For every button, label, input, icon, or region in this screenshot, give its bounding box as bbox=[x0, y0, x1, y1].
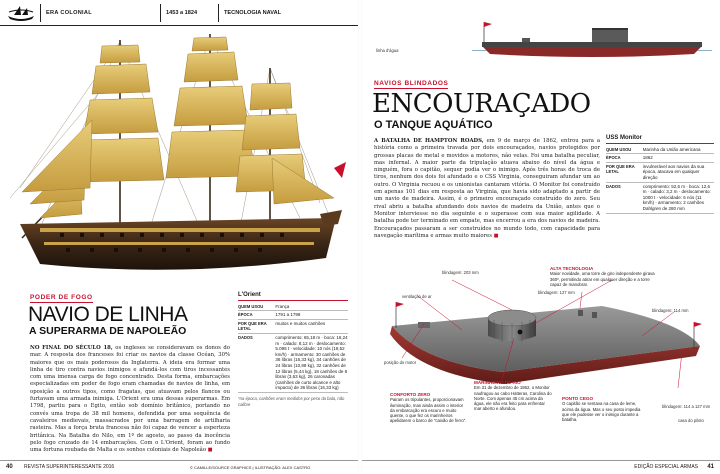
armor-114-127-label: blindagem: 114 a 127 mm bbox=[662, 404, 711, 409]
left-spec-table bbox=[238, 303, 348, 393]
end-mark-icon: ■ bbox=[207, 447, 213, 454]
right-title: ENCOURAÇADO bbox=[372, 89, 591, 119]
left-subtitle: A SUPERARMA DE NAPOLEÃO bbox=[29, 325, 187, 337]
left-page-number: 40 bbox=[6, 464, 13, 470]
spec-row: DADOS comprimento: 52,6 m · boca: 12,6 m · calado: 3,2 m · deslocamento: 1000 t · velocidade: 6 nós (11 km/h) · armamento: 2 canhões Dahlgren de 280 mm bbox=[606, 182, 714, 213]
right-body-lead: A BATALHA DE HAMPTON ROADS, bbox=[374, 138, 484, 144]
ship-logo-icon bbox=[6, 3, 36, 23]
right-subtitle: O TANQUE AQUÁTICO bbox=[374, 119, 493, 131]
armor-127-label: blindagem: 127 mm bbox=[538, 290, 575, 295]
section-tag: ERA COLONIAL bbox=[40, 4, 92, 22]
engine-position-label: posição do motor bbox=[384, 360, 417, 365]
left-title: NAVIO DE LINHA bbox=[28, 303, 188, 326]
left-body-text bbox=[30, 345, 230, 455]
right-body: em 9 de março de 1862, entrou para a história como a primeira travada por dois encouraçados, navios protegidos por grossas placas de metal e movidos a motores, não velas. Foi uma batalha peculiar, mas infernal. A maior parte da tripulação atuava abaixo do nível da água e ninguém, fora o capitão, sequer podia ver o inimigo. Após três horas de troca de tiros, nenhum dos dois foi afundado e o CSS Virginia, conseguiram afundar um ao outro. O Virginia recuou e os unionistas cantaram vitória. O Monitor foi construído em apenas 101 dias em resposta ao Virginia, que havia sido adaptado a partir de um navio de madeira. Assim, é o primeiro encouraçado construído do zero. Seu rival abriu a batalha afundando dois navios de madeira da União, antes que o Monitor interviesse no dia seguinte e o superasse com sua maior agilidade. A batalha pode ter terminado em empate, mas encerrou a era dos navios de madeira. Encouraçados passaram a ser construídos no mundo todo, com capacidade para navegação marítima e armas muito maiores bbox=[374, 138, 600, 239]
spec-row: QUEM USOU Marinha da União americana bbox=[606, 146, 714, 154]
right-spec-box bbox=[606, 136, 714, 214]
right-footer-publication: EDIÇÃO ESPECIAL ARMAS bbox=[634, 464, 698, 470]
ship-of-the-line-illustration bbox=[0, 28, 358, 288]
spec-row: ÉPOCA 1791 a 1798 bbox=[238, 311, 348, 320]
era-topic: TECNOLOGIA NAVAL bbox=[218, 4, 281, 22]
waterline-label: linha d'água bbox=[376, 48, 399, 53]
right-kicker: NAVIOS BLINDADOS bbox=[374, 80, 449, 87]
spec-row: QUEM USOU França bbox=[238, 303, 348, 311]
callout-high-tech: ALTA TECNOLOGIA Maior novidade, uma torre de giro independente girava 360º, permitindo atirar em qualquer direção e a torre capaz de manobrar. bbox=[550, 266, 655, 287]
spec-row: POR QUE ERA LETAL invulnerável aos navios da sua época, atacava em qualquer direção bbox=[606, 162, 714, 182]
left-spec-title: L'Orient bbox=[238, 293, 348, 301]
end-mark-icon: ■ bbox=[493, 232, 499, 239]
callout-blind-spot: PONTO CEGO O capitão se sentava na casa de leme, acima da água. Mas o seu posto impedia que ele pudesse ver o inimigo durante a batalha. bbox=[562, 396, 641, 423]
callout-river-sailor: MARINHEIRO DE RIO Em 31 de dezembro de 1862, o Monitor naufragou ao cabo Hatteras, Carolina do Norte. Com apenas 45 cm acima da água, ele não era feito para enfrentar mar aberto e afundou. bbox=[474, 380, 552, 412]
left-footer bbox=[0, 460, 358, 474]
left-spec-box bbox=[238, 293, 348, 407]
pilot-house-label: casa do piloto bbox=[678, 418, 704, 423]
era-range: 1453 a 1824 bbox=[160, 4, 197, 22]
callout-zero-comfort: CONFORTO ZERO Pairam os tripulantes, proporcionavam iluminação, mas ainda assim o interior da embarcação era escuro e muito quente, o que fez os marinheiros apelidarem o barco de “caixão de ferro”. bbox=[390, 392, 467, 424]
left-kicker: PODER DE FOGO bbox=[30, 294, 93, 301]
armor-114-label: blindagem: 114 mm bbox=[652, 308, 689, 313]
left-spec-note: *na época, canhões eram medidos por peso da bala, não calibre bbox=[238, 395, 345, 407]
right-spec-title: USS Monitor bbox=[606, 136, 714, 144]
air-vent-label: ventilação de ar bbox=[402, 294, 432, 299]
armor-203-label: blindagem: 203 mm bbox=[442, 270, 479, 275]
left-footer-credit: © CAMILLE/SOURCE GRAPHICS | ILUSTRAÇÃO: ALEX CASTRO bbox=[190, 465, 311, 470]
left-footer-publication: REVISTA SUPERINTERESSANTE 2016 bbox=[24, 464, 115, 470]
monitor-side-view bbox=[472, 20, 712, 72]
right-page bbox=[362, 0, 720, 474]
spec-row: POR QUE ERA LETAL muitos e muitos canhões bbox=[238, 319, 348, 333]
right-body-text bbox=[374, 138, 600, 256]
right-footer bbox=[362, 460, 720, 474]
left-body-lead: NO FINAL DO SÉCULO 18, bbox=[30, 345, 113, 351]
left-page bbox=[0, 0, 358, 474]
left-body: os ingleses se consideravam os donos do mar. A resposta dos franceses foi criar os navios da classe Océan, 30% maiores que os mais poderosos da Inglaterra. A ideia era formar uma linha de tiro contra navios inimigos e afundá-los com tiros incessantes com uma imensa carga de fogo concentrado. Desta forma, embarcações especializadas em poder de fogo eram chamadas de navios de linha, em oposição a outros tipos, como fragatas, que atuavam pelos flancos ou furtavam uma armada inimiga. L'Orient era uma dessas superarmas. Em 1798, partiu para o Egito, então sob domínio britânico, portando no convés uma tropa de 38 mil homens, defendida por uma sequência de cavaleiros medievais, massacrados por uma barragem de artilharia rasteira. Mas a força bruta francesa não foi capaz de vencer a esperteza britânica. Na Batalha do Nilo, em 1º de agosto, ao passo da inocência pelo fogo cruzado de 14 embarcações. Com o L'Orient, foram ao fundo uma fortuna roubada de Malta e os sonhos coloniais de Napoleão bbox=[30, 345, 230, 454]
right-spec-table bbox=[606, 146, 714, 214]
spec-row: ÉPOCA 1862 bbox=[606, 154, 714, 163]
spec-row: DADOS comprimento: 65,18 m · boca: 16,24 m · calado: 8,12 m · deslocamento: 5.095 t · velocidade: 10 nós (18,52 km/h) · armamento: 30 canhões de 36 libras (16,33 kg), 34 canhões de 24 libras (10,88 kg), 32 canhões de 12 libras (5,44 kg), 18 canhões de 8 libras (3,63 kg), 26 caronadas (canhões de curto alcance e alto impacto) de 36 libras (16,33 kg) bbox=[238, 333, 348, 392]
right-page-number: 41 bbox=[707, 464, 714, 470]
top-bar bbox=[0, 0, 358, 26]
